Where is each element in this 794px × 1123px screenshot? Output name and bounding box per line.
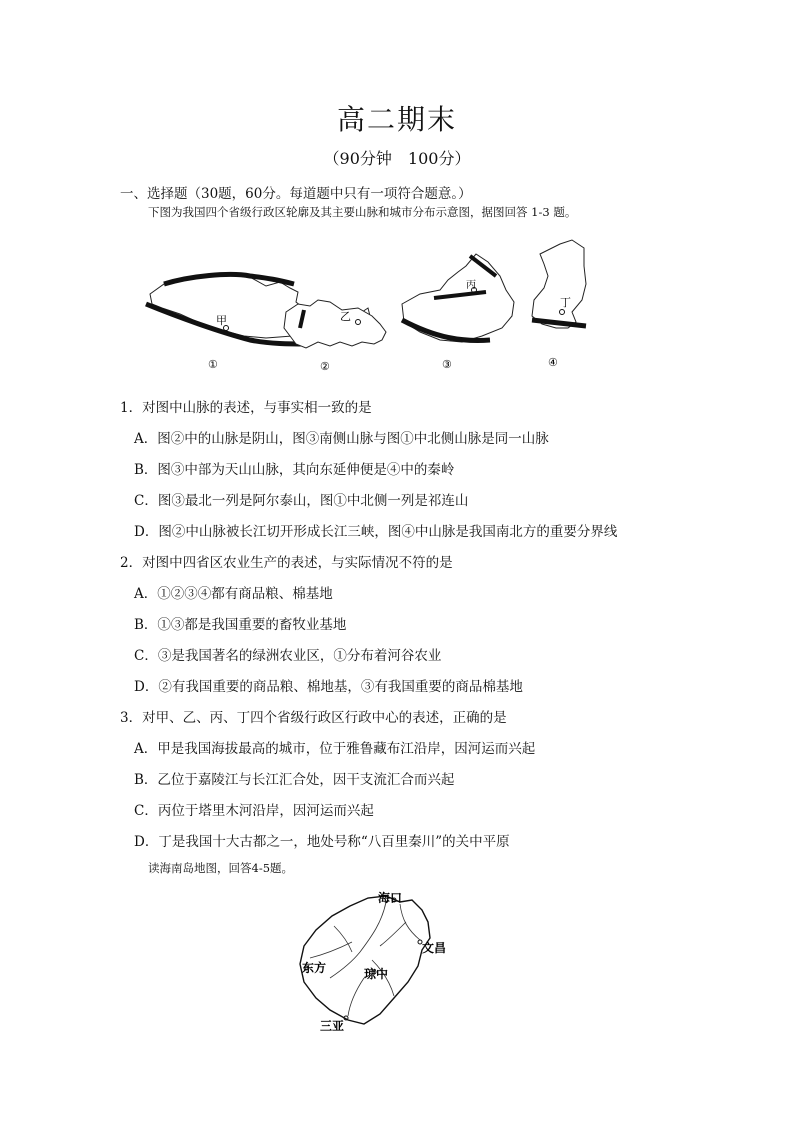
hainan-island-map [290, 882, 470, 1032]
figure2-intro: 读海南岛地图，回答4-5题。 [148, 861, 294, 875]
question-2-stem: 2．对图中四省区农业生产的表述，与实际情况不符的是 [120, 555, 453, 571]
question-2-option-a: A．①②③④都有商品粮、棉基地 [134, 586, 333, 602]
question-3-option-c: C．丙位于塔里木河沿岸，因河运而兴起 [134, 803, 374, 819]
city-label-yi: 乙 [340, 310, 351, 323]
section-heading: 一、选择题（30题，60分。每道题中只有一项符合题意。） [120, 186, 472, 202]
city-label-ding: 丁 [560, 296, 571, 309]
page-title: 高二期末 [336, 103, 457, 136]
figure-label-2: ② [320, 360, 330, 373]
question-1-option-d: D．图②中山脉被长江切开形成长江三峡，图④中山脉是我国南北方的重要分界线 [134, 524, 618, 540]
mountain-range-qinling-4 [532, 320, 586, 326]
city-label-haikou: 海口 [378, 891, 403, 905]
figure-label-4: ④ [548, 356, 558, 369]
city-label-bing: 丙 [466, 280, 476, 291]
question-3-option-a: A．甲是我国海拔最高的城市，位于雅鲁藏布江沿岸，因河运而兴起 [134, 741, 536, 757]
question-3-option-d: D．丁是我国十大古都之一，地处号称“八百里秦川”的关中平原 [134, 834, 510, 850]
question-1-option-a: A．图②中的山脉是阴山，图③南侧山脉与图①中北侧山脉是同一山脉 [134, 431, 549, 447]
question-1-option-c: C．图③最北一列是阿尔泰山，图①中北侧一列是祁连山 [134, 493, 469, 509]
figure-label-3: ③ [442, 358, 452, 371]
city-label-jia: 甲 [216, 314, 227, 327]
city-label-dongfang: 东方 [302, 961, 327, 975]
question-2-option-d: D．②有我国重要的商品粮、棉地基，③有我国重要的商品棉基地 [134, 679, 523, 695]
figure-label-1: ① [208, 358, 218, 371]
question-2-option-b: B．①③都是我国重要的畜牧业基地 [134, 617, 347, 633]
question-2-option-c: C．③是我国著名的绿洲农业区，①分布着河谷农业 [134, 648, 442, 664]
hainan-outline [300, 896, 430, 1024]
province-outline-4 [532, 240, 586, 328]
exam-duration-score: （90分钟 100分） [323, 149, 471, 168]
question-3-stem: 3．对甲、乙、丙、丁四个省级行政区行政中心的表述，正确的是 [120, 710, 507, 726]
question-1-stem: 1．对图中山脉的表述，与事实相一致的是 [120, 400, 372, 416]
question-1-option-b: B．图③中部为天山山脉，其向东延伸便是④中的秦岭 [134, 462, 455, 478]
city-label-qiongzhong: 琼中 [364, 967, 389, 981]
question-3-option-b: B．乙位于嘉陵江与长江汇合处，因干支流汇合而兴起 [134, 772, 455, 788]
city-label-sanya: 三亚 [320, 1019, 345, 1032]
province-outline-figure [140, 232, 610, 380]
city-label-wenchang: 文昌 [422, 941, 447, 955]
figure1-intro: 下图为我国四个省级行政区轮廓及其主要山脉和城市分布示意图，据图回答 1-3 题。 [148, 205, 577, 219]
